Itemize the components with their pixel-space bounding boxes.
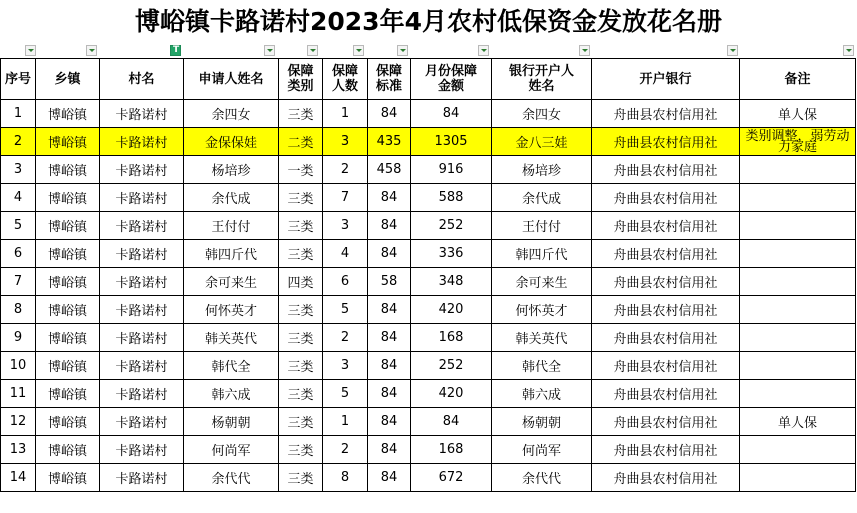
- cell-category[interactable]: 二类: [279, 128, 323, 156]
- cell-village[interactable]: 卡路诺村: [100, 184, 184, 212]
- cell-people[interactable]: 7: [323, 184, 368, 212]
- cell-people[interactable]: 2: [323, 436, 368, 464]
- table-row-highlighted: [1, 128, 856, 156]
- cell-town[interactable]: 博峪镇: [36, 380, 100, 408]
- table-row: [1, 212, 856, 240]
- cell-note[interactable]: 类别调整，弱劳动力家庭: [740, 128, 856, 156]
- cell-town[interactable]: 博峪镇: [36, 464, 100, 492]
- cell-note[interactable]: [740, 380, 856, 408]
- cell-note[interactable]: [740, 296, 856, 324]
- cell-category[interactable]: 四类: [279, 268, 323, 296]
- cell-applicant[interactable]: 韩六成: [184, 380, 279, 408]
- cell-applicant[interactable]: 韩代全: [184, 352, 279, 380]
- cell-note[interactable]: [740, 268, 856, 296]
- cell-town[interactable]: 博峪镇: [36, 352, 100, 380]
- cell-note[interactable]: [740, 240, 856, 268]
- cell-bank[interactable]: 舟曲县农村信用社: [592, 436, 740, 464]
- cell-standard[interactable]: 458: [368, 156, 411, 184]
- cell-amount[interactable]: 420: [411, 296, 492, 324]
- filter-dropdown-town[interactable]: [86, 45, 97, 56]
- cell-seq[interactable]: 8: [1, 296, 36, 324]
- cell-village[interactable]: 卡路诺村: [100, 212, 184, 240]
- cell-applicant[interactable]: 何怀英才: [184, 296, 279, 324]
- cell-standard[interactable]: 435: [368, 128, 411, 156]
- cell-village[interactable]: 卡路诺村: [100, 156, 184, 184]
- cell-town[interactable]: 博峪镇: [36, 408, 100, 436]
- cell-seq[interactable]: 14: [1, 464, 36, 492]
- cell-amount[interactable]: 84: [411, 408, 492, 436]
- cell-village[interactable]: 卡路诺村: [100, 324, 184, 352]
- cell-category[interactable]: 三类: [279, 184, 323, 212]
- cell-standard[interactable]: 58: [368, 268, 411, 296]
- header-holder[interactable]: [492, 59, 592, 100]
- cell-village[interactable]: 卡路诺村: [100, 380, 184, 408]
- header-standard[interactable]: [368, 59, 411, 100]
- filter-dropdown-holder[interactable]: [579, 45, 590, 56]
- cell-town[interactable]: 博峪镇: [36, 436, 100, 464]
- cell-people[interactable]: 2: [323, 156, 368, 184]
- cell-people[interactable]: 3: [323, 128, 368, 156]
- cell-applicant[interactable]: 金保保娃: [184, 128, 279, 156]
- cell-village[interactable]: 卡路诺村: [100, 128, 184, 156]
- table-row: [1, 296, 856, 324]
- cell-bank[interactable]: 舟曲县农村信用社: [592, 184, 740, 212]
- cell-applicant[interactable]: 杨朝朝: [184, 408, 279, 436]
- cell-bank[interactable]: 舟曲县农村信用社: [592, 128, 740, 156]
- cell-holder[interactable]: 杨朝朝: [492, 408, 592, 436]
- cell-village[interactable]: 卡路诺村: [100, 436, 184, 464]
- cell-note[interactable]: 单人保: [740, 408, 856, 436]
- cell-amount[interactable]: 420: [411, 380, 492, 408]
- table-row: [1, 380, 856, 408]
- cell-holder[interactable]: 杨培珍: [492, 156, 592, 184]
- table-row: [1, 100, 856, 128]
- cell-note[interactable]: [740, 156, 856, 184]
- cell-category[interactable]: 三类: [279, 296, 323, 324]
- filter-dropdown-people[interactable]: [353, 45, 364, 56]
- cell-note[interactable]: [740, 464, 856, 492]
- cell-holder[interactable]: 韩六成: [492, 380, 592, 408]
- cell-standard[interactable]: 84: [368, 296, 411, 324]
- cell-holder[interactable]: 何怀英才: [492, 296, 592, 324]
- autofilter-row: [0, 44, 857, 58]
- cell-people[interactable]: 4: [323, 240, 368, 268]
- cell-standard[interactable]: 84: [368, 240, 411, 268]
- cell-standard[interactable]: 84: [368, 212, 411, 240]
- cell-seq[interactable]: 4: [1, 184, 36, 212]
- cell-note[interactable]: [740, 212, 856, 240]
- sheet-title: 博峪镇卡路诺村2023年4月农村低保资金发放花名册: [135, 7, 722, 36]
- table-row: [1, 240, 856, 268]
- cell-category[interactable]: 三类: [279, 436, 323, 464]
- header-town[interactable]: 乡镇: [36, 59, 100, 100]
- cell-bank[interactable]: 舟曲县农村信用社: [592, 156, 740, 184]
- cell-town[interactable]: 博峪镇: [36, 184, 100, 212]
- cell-holder[interactable]: 余代成: [492, 184, 592, 212]
- filter-dropdown-applicant[interactable]: [264, 45, 275, 56]
- cell-people[interactable]: 3: [323, 352, 368, 380]
- filter-dropdown-note[interactable]: [843, 45, 854, 56]
- cell-town[interactable]: 博峪镇: [36, 128, 100, 156]
- cell-holder[interactable]: 余四女: [492, 100, 592, 128]
- cell-people[interactable]: 1: [323, 408, 368, 436]
- cell-applicant[interactable]: 韩关英代: [184, 324, 279, 352]
- cell-category[interactable]: 三类: [279, 100, 323, 128]
- cell-amount[interactable]: 168: [411, 324, 492, 352]
- cell-seq[interactable]: 3: [1, 156, 36, 184]
- filter-dropdown-standard[interactable]: [397, 45, 408, 56]
- cell-category[interactable]: 三类: [279, 240, 323, 268]
- cell-people[interactable]: 6: [323, 268, 368, 296]
- header-category-line1: 保障: [287, 64, 314, 79]
- filter-dropdown-category[interactable]: [307, 45, 318, 56]
- header-village[interactable]: 村名: [100, 59, 184, 100]
- cell-holder[interactable]: 何尚军: [492, 436, 592, 464]
- header-standard-line1: 保障: [375, 64, 402, 79]
- header-category-line2: 类别: [287, 79, 314, 94]
- cell-standard[interactable]: 84: [368, 464, 411, 492]
- cell-seq[interactable]: 5: [1, 212, 36, 240]
- cell-seq[interactable]: 11: [1, 380, 36, 408]
- cell-town[interactable]: 博峪镇: [36, 240, 100, 268]
- cell-holder[interactable]: 余可来生: [492, 268, 592, 296]
- cell-seq[interactable]: 10: [1, 352, 36, 380]
- cell-amount[interactable]: 348: [411, 268, 492, 296]
- cell-seq[interactable]: 1: [1, 100, 36, 128]
- cell-village[interactable]: 卡路诺村: [100, 240, 184, 268]
- cell-people[interactable]: 2: [323, 324, 368, 352]
- header-seq[interactable]: 序号: [1, 59, 36, 100]
- filter-dropdown-seq[interactable]: [25, 45, 36, 56]
- cell-amount[interactable]: 252: [411, 212, 492, 240]
- cell-bank[interactable]: 舟曲县农村信用社: [592, 212, 740, 240]
- header-amount-line2: 金额: [437, 79, 464, 94]
- header-holder-line1: 银行开户人: [508, 64, 574, 79]
- header-standard-line2: 标准: [375, 79, 402, 94]
- cell-standard[interactable]: 84: [368, 408, 411, 436]
- cell-bank[interactable]: 舟曲县农村信用社: [592, 296, 740, 324]
- cell-town[interactable]: 博峪镇: [36, 296, 100, 324]
- cell-amount[interactable]: 252: [411, 352, 492, 380]
- cell-standard[interactable]: 84: [368, 184, 411, 212]
- cell-standard[interactable]: 84: [368, 352, 411, 380]
- cell-people[interactable]: 3: [323, 212, 368, 240]
- cell-holder[interactable]: 金八三娃: [492, 128, 592, 156]
- cell-note[interactable]: [740, 184, 856, 212]
- table-row: [1, 268, 856, 296]
- cell-town[interactable]: 博峪镇: [36, 156, 100, 184]
- cell-village[interactable]: 卡路诺村: [100, 100, 184, 128]
- cell-standard[interactable]: 84: [368, 436, 411, 464]
- header-amount-line1: 月份保障: [424, 64, 477, 79]
- header-row: [1, 59, 856, 100]
- cell-holder[interactable]: 韩关英代: [492, 324, 592, 352]
- header-people-line2: 人数: [331, 79, 358, 94]
- cell-seq[interactable]: 6: [1, 240, 36, 268]
- cell-holder[interactable]: 韩代全: [492, 352, 592, 380]
- cell-village[interactable]: 卡路诺村: [100, 464, 184, 492]
- table-row: [1, 324, 856, 352]
- cell-applicant[interactable]: 余可来生: [184, 268, 279, 296]
- cell-bank[interactable]: 舟曲县农村信用社: [592, 268, 740, 296]
- cell-standard[interactable]: 84: [368, 100, 411, 128]
- cell-category[interactable]: 三类: [279, 352, 323, 380]
- cell-standard[interactable]: 84: [368, 380, 411, 408]
- cell-note[interactable]: 单人保: [740, 100, 856, 128]
- cell-people[interactable]: 8: [323, 464, 368, 492]
- cell-applicant[interactable]: 余代代: [184, 464, 279, 492]
- cell-amount[interactable]: 1305: [411, 128, 492, 156]
- table-row: [1, 184, 856, 212]
- cell-amount[interactable]: 672: [411, 464, 492, 492]
- cell-note[interactable]: [740, 324, 856, 352]
- header-category[interactable]: [279, 59, 323, 100]
- cell-seq[interactable]: 13: [1, 436, 36, 464]
- cell-village[interactable]: 卡路诺村: [100, 408, 184, 436]
- cell-seq[interactable]: 7: [1, 268, 36, 296]
- cell-category[interactable]: 三类: [279, 380, 323, 408]
- cell-applicant[interactable]: 王付付: [184, 212, 279, 240]
- cell-category[interactable]: 三类: [279, 408, 323, 436]
- cell-holder[interactable]: 韩四斤代: [492, 240, 592, 268]
- header-holder-line2: 姓名: [528, 79, 555, 94]
- filter-dropdown-amount[interactable]: [478, 45, 489, 56]
- cell-bank[interactable]: 舟曲县农村信用社: [592, 464, 740, 492]
- cell-seq[interactable]: 9: [1, 324, 36, 352]
- cell-village[interactable]: 卡路诺村: [100, 268, 184, 296]
- header-people-line1: 保障: [331, 64, 358, 79]
- filter-dropdown-bank[interactable]: [727, 45, 738, 56]
- cell-bank[interactable]: 舟曲县农村信用社: [592, 408, 740, 436]
- cell-town[interactable]: 博峪镇: [36, 324, 100, 352]
- header-bank[interactable]: 开户银行: [592, 59, 740, 100]
- cell-note[interactable]: [740, 352, 856, 380]
- cell-category[interactable]: 三类: [279, 464, 323, 492]
- cell-bank[interactable]: 舟曲县农村信用社: [592, 352, 740, 380]
- filter-active-village-icon[interactable]: [170, 45, 181, 56]
- header-people[interactable]: [323, 59, 368, 100]
- table-row: [1, 436, 856, 464]
- cell-applicant[interactable]: 何尚军: [184, 436, 279, 464]
- cell-bank[interactable]: 舟曲县农村信用社: [592, 380, 740, 408]
- cell-people[interactable]: 1: [323, 100, 368, 128]
- cell-village[interactable]: 卡路诺村: [100, 352, 184, 380]
- cell-seq[interactable]: 12: [1, 408, 36, 436]
- cell-applicant[interactable]: 杨培珍: [184, 156, 279, 184]
- cell-town[interactable]: 博峪镇: [36, 212, 100, 240]
- roster-table: [0, 58, 856, 492]
- cell-note[interactable]: [740, 436, 856, 464]
- cell-amount[interactable]: 336: [411, 240, 492, 268]
- cell-applicant[interactable]: 余四女: [184, 100, 279, 128]
- header-applicant[interactable]: 申请人姓名: [184, 59, 279, 100]
- cell-holder[interactable]: 王付付: [492, 212, 592, 240]
- cell-people[interactable]: 5: [323, 296, 368, 324]
- header-amount[interactable]: [411, 59, 492, 100]
- cell-town[interactable]: 博峪镇: [36, 100, 100, 128]
- cell-amount[interactable]: 588: [411, 184, 492, 212]
- cell-amount[interactable]: 916: [411, 156, 492, 184]
- cell-standard[interactable]: 84: [368, 324, 411, 352]
- header-note[interactable]: 备注: [740, 59, 856, 100]
- cell-bank[interactable]: 舟曲县农村信用社: [592, 240, 740, 268]
- cell-village[interactable]: 卡路诺村: [100, 296, 184, 324]
- table-row: [1, 352, 856, 380]
- cell-seq[interactable]: 2: [1, 128, 36, 156]
- cell-category[interactable]: 三类: [279, 324, 323, 352]
- cell-amount[interactable]: 84: [411, 100, 492, 128]
- table-row: [1, 464, 856, 492]
- cell-town[interactable]: 博峪镇: [36, 268, 100, 296]
- cell-holder[interactable]: 余代代: [492, 464, 592, 492]
- cell-applicant[interactable]: 余代成: [184, 184, 279, 212]
- cell-bank[interactable]: 舟曲县农村信用社: [592, 324, 740, 352]
- table-row: [1, 408, 856, 436]
- cell-applicant[interactable]: 韩四斤代: [184, 240, 279, 268]
- cell-people[interactable]: 5: [323, 380, 368, 408]
- cell-bank[interactable]: 舟曲县农村信用社: [592, 100, 740, 128]
- cell-amount[interactable]: 168: [411, 436, 492, 464]
- table-row: [1, 156, 856, 184]
- cell-category[interactable]: 一类: [279, 156, 323, 184]
- cell-category[interactable]: 三类: [279, 212, 323, 240]
